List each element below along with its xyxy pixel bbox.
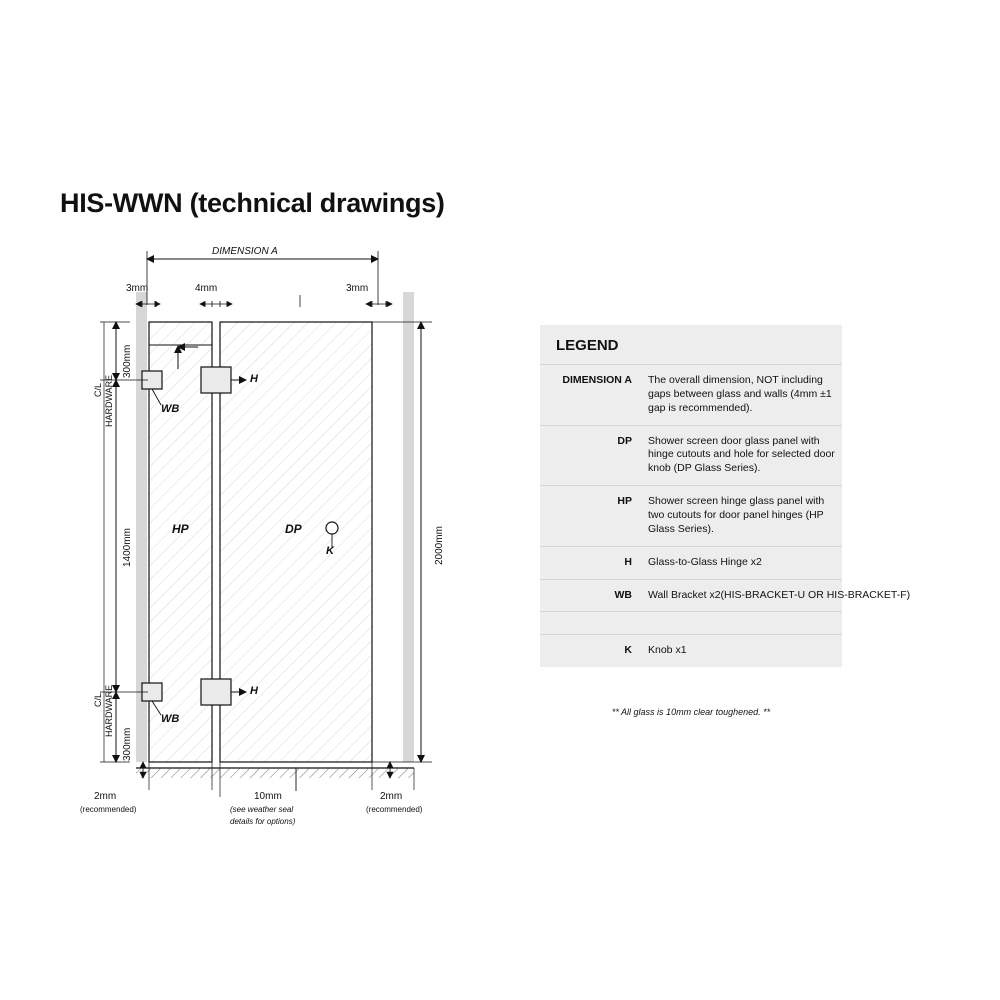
- legend-value-wb: Wall Bracket x2(HIS-BRACKET-U OR HIS-BRACKET-F): [648, 588, 911, 601]
- legend-panel: [540, 325, 911, 667]
- overall-height-label: 2000mm: [434, 526, 445, 565]
- gap-mid-label: 4mm: [195, 283, 218, 294]
- legend-value-h: Glass-to-Glass Hinge x2: [648, 555, 762, 568]
- legend-value-dp: Shower screen door glass panel with hinge cutouts and hole for selected door knob (DP Glass Series).: [648, 434, 835, 475]
- legend-key-wb: WB: [614, 588, 632, 601]
- legend-row: [540, 547, 842, 580]
- legend-value-spacer: [640, 612, 842, 634]
- cl-hardware-top-line2: HARDWARE: [104, 374, 114, 427]
- legend-row: [540, 635, 842, 667]
- hinge-bottom-label: H: [250, 685, 258, 697]
- legend-value-k: Knob x1: [648, 644, 687, 657]
- legend-key-h: H: [624, 555, 632, 568]
- wall-bracket-bottom-label: WB: [161, 713, 180, 725]
- floor-right-value: 2mm: [380, 791, 403, 802]
- floor-center-note-line1: (see weather seal: [230, 805, 294, 814]
- floor-left-note: (recommended): [80, 805, 137, 814]
- middle-height-label: 1400mm: [122, 528, 133, 567]
- wall-right: [403, 292, 414, 762]
- wall-bracket-top-label: WB: [161, 403, 180, 415]
- panel-hp-label: HP: [172, 522, 189, 536]
- top-hardware-offset-label: 300mm: [122, 344, 133, 378]
- gap-right-label: 3mm: [346, 283, 369, 294]
- legend-key-k: K: [624, 644, 632, 657]
- gap-left-label: 3mm: [126, 283, 149, 294]
- legend-note: ** All glass is 10mm clear toughened. **: [611, 707, 771, 717]
- legend-title: LEGEND: [540, 325, 842, 365]
- dimension-a-label: DIMENSION A: [212, 246, 278, 257]
- hinge-top-label: H: [250, 373, 258, 385]
- floor-center-note-line2: details for options): [230, 817, 296, 826]
- page-title: HIS-WWN (technical drawings): [60, 188, 445, 218]
- bottom-hardware-offset-label: 300mm: [122, 727, 133, 761]
- legend-row: [540, 486, 842, 547]
- legend-row: [540, 580, 911, 613]
- door-knob: [326, 522, 338, 534]
- technical-drawing: [60, 245, 480, 845]
- legend-key-hp: HP: [617, 495, 632, 508]
- legend-value-dimension-a: The overall dimension, NOT including gaps between glass and walls (4mm ±1 gap is recommended).: [648, 374, 832, 414]
- legend-row: [540, 426, 842, 487]
- cl-hardware-bottom-line1: C/L: [93, 692, 103, 707]
- legend-key-dimension-a: DIMENSION A: [562, 374, 632, 386]
- glass-panel-dp: [220, 322, 372, 762]
- legend-key-spacer: [540, 612, 640, 634]
- cl-hardware-top-line1: C/L: [93, 382, 103, 397]
- floor-left-value: 2mm: [94, 791, 117, 802]
- floor-right-note: (recommended): [366, 805, 423, 814]
- knob-label: K: [326, 545, 334, 557]
- hinge-bottom: [201, 679, 231, 705]
- legend-value-hp: Shower screen hinge glass panel with two cutouts for door panel hinges (HP Glass Series).: [648, 495, 825, 535]
- floor-center-value: 10mm: [254, 791, 282, 802]
- legend-row-spacer: [540, 612, 842, 635]
- legend-key-dp: DP: [617, 434, 632, 447]
- panel-dp-label: DP: [285, 522, 302, 536]
- cl-hardware-bottom-line2: HARDWARE: [104, 684, 114, 737]
- hinge-top: [201, 367, 231, 393]
- legend-row: [540, 365, 842, 426]
